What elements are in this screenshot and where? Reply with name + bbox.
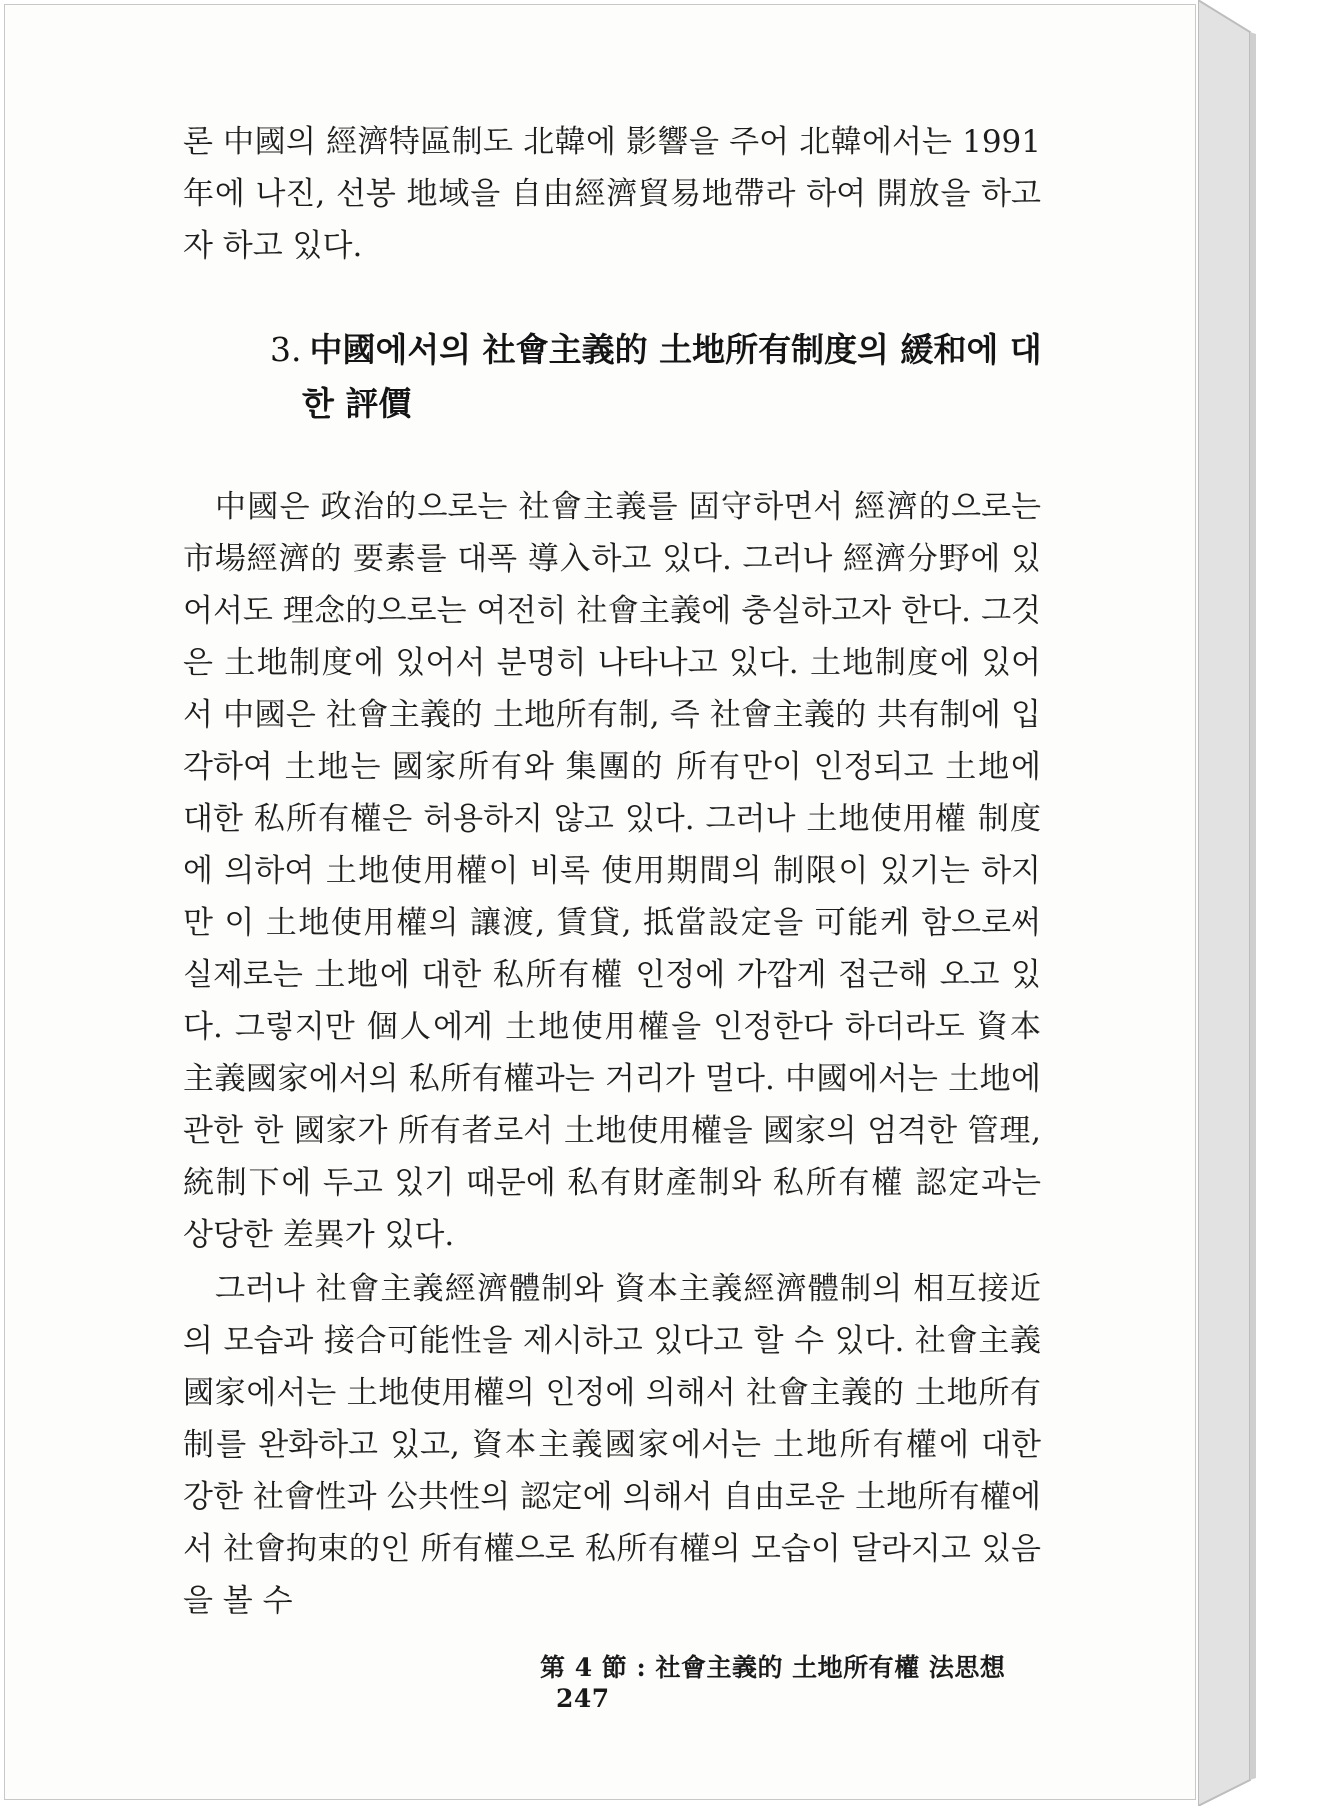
section-title-line2: 한 評價	[302, 384, 412, 423]
section-heading	[270, 323, 1045, 431]
running-head: 第 4 節 : 社會主義的 土地所有權 法思想	[540, 1653, 1006, 1682]
section-title-line1: 中國에서의 社會主義的 土地所有制度의 緩和에 대	[309, 330, 1042, 369]
body-paragraph: 그러나 社會主義經濟體制와 資本主義經濟體制의 相互接近의 모습과 接合可能性을 제시하고 있다고 할 수 있다. 社會主義國家에서는 土地使用權의 인정에 의해서 社會主義的 土地所有制를 완화하고 있고, 資本主義國家에서는 土地所有權에 대한 강한 社會性과 公共性의 認定에 의해서 自由로운 土地所有權에서 社會拘束的인 所有權으로 私所有權의 모습이 달라지고 있음을 볼 수	[183, 1271, 1041, 1619]
page-footer	[540, 1648, 1040, 1713]
section-number: 3.	[270, 330, 302, 369]
page-number: 247	[556, 1684, 610, 1713]
book-thickness-edge	[1198, 0, 1270, 1806]
lead-paragraph: 론 中國의 經濟特區制도 北韓에 影響을 주어 北韓에서는 1991年에 나진, 선봉 地域을 自由經濟貿易地帶라 하여 開放을 하고자 하고 있다.	[183, 124, 1041, 264]
body-paragraph: 中國은 政治的으로는 社會主義를 固守하면서 經濟的으로는 市場經濟的 要素를 대폭 導入하고 있다. 그러나 經濟分野에 있어서도 理念的으로는 여전히 社會主義에 충실하고자 한다. 그것은 土地制度에 있어서 분명히 나타나고 있다. 土地制度에 있어서 中國은 社會主義的 土地所有制, 즉 社會主義的 共有制에 입각하여 土地는 國家所有와 集團的 所有만이 인정되고 土地에 대한 私所有權은 허용하지 않고 있다. 그러나 土地使用權 制度에 의하여 土地使用權이 비록 使用期間의 制限이 있기는 하지만 이 土地使用權의 讓渡, 賃貸, 抵當設定을 可能케 함으로써 실제로는 土地에 대한 私所有權 인정에 가깝게 접근해 오고 있다. 그렇지만 個人에게 土地使用權을 인정한다 하더라도 資本主義國家에서의 私所有權과는 거리가 멀다. 中國에서는 土地에 관한 한 國家가 所有者로서 土地使用權을 國家의 엄격한 管理, 統制下에 두고 있기 때문에 私有財產制와 私所有權 認定과는 상당한 差異가 있다.	[183, 489, 1041, 1253]
